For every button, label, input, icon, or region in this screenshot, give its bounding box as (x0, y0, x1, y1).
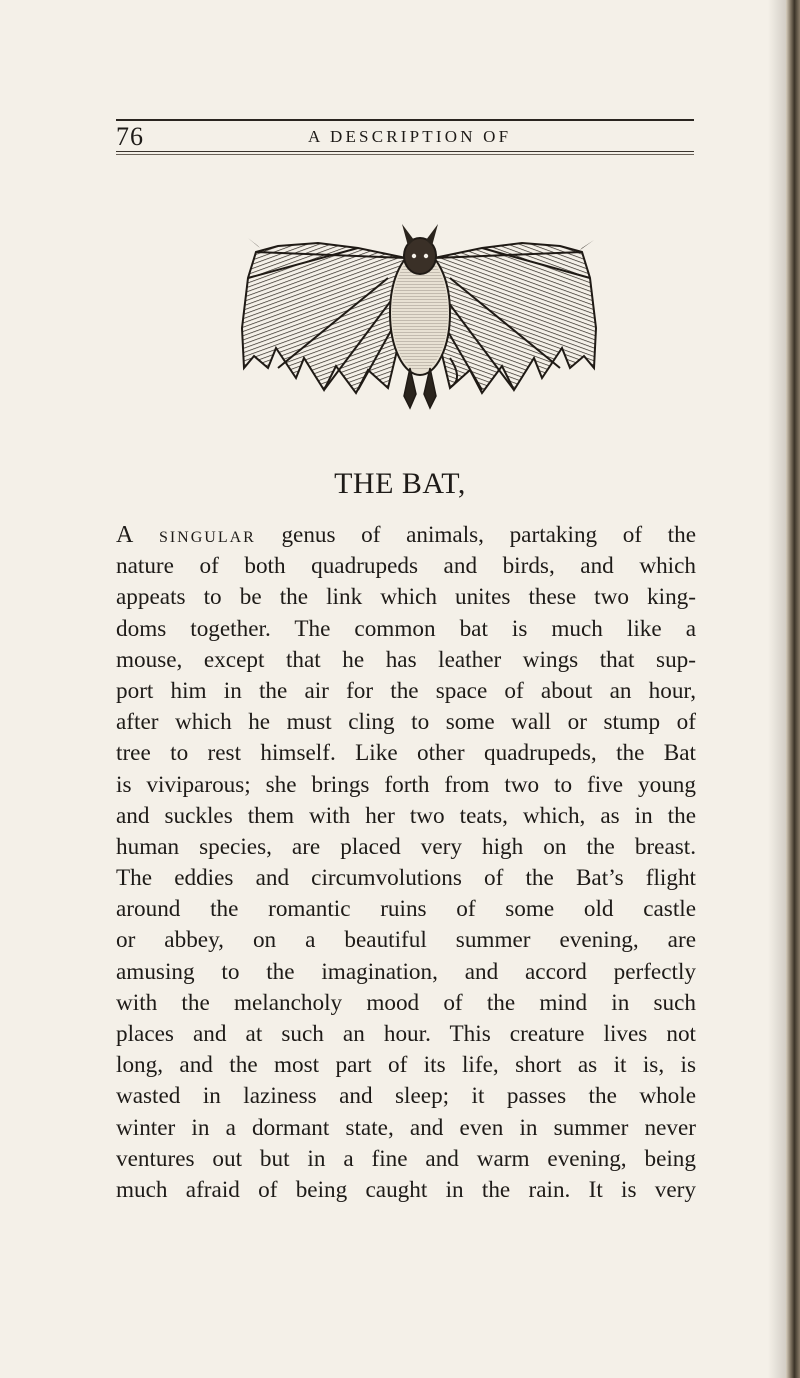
body-line-18: long, and the most part of its life, short as it is, is (116, 1052, 696, 1079)
body-line-14: or abbey, on a beautiful summer evening, are (116, 927, 696, 954)
body-line-15: amusing to the imagination, and accord perfectly (116, 958, 696, 985)
article-body (116, 520, 696, 1206)
body-line-4: doms together. The common bat is much like a (116, 615, 696, 642)
body-line-8: tree to rest himself. Like other quadrupeds, the Bat (116, 740, 696, 767)
body-line-20: winter in a dormant state, and even in summer never (116, 1114, 696, 1141)
header-rule-top (116, 119, 694, 121)
body-line-11: human species, are placed very high on the breast. (116, 833, 696, 860)
body-line-17: places and at such an hour. This creature lives not (116, 1021, 696, 1047)
small-caps-word: singular (158, 522, 256, 548)
article-title: THE BAT, (334, 467, 466, 500)
header-rule-bottom (116, 151, 694, 152)
body-line-5: mouse, except that he has leather wings that sup- (116, 646, 696, 673)
bat-engraving-icon (238, 218, 598, 418)
gutter-shadow (768, 0, 786, 1378)
body-line-3: appeats to be the link which unites these two king- (116, 584, 696, 611)
running-title: A DESCRIPTION OF (308, 127, 512, 146)
body-line-16: with the melancholy mood of the mind in such (116, 989, 696, 1016)
body-line-12: The eddies and circumvolutions of the Bat’s flight (116, 865, 696, 892)
first-letter: A (116, 522, 134, 548)
body-line-7: after which he must cling to some wall or stump of (116, 709, 696, 736)
body-line-10: and suckles them with her two teats, which, as in the (116, 802, 696, 829)
body-line-22: much afraid of being caught in the rain. It is very (116, 1176, 696, 1203)
body-line-13: around the romantic ruins of some old castle (116, 896, 696, 923)
body-line-2: nature of both quadrupeds and birds, and which (116, 553, 696, 580)
header-rule-bottom-thin (116, 154, 694, 155)
body-line-1 (116, 520, 696, 551)
page-number: 76 (116, 122, 144, 151)
body-line-9: is viviparous; she brings forth from two to five young (116, 771, 696, 798)
body-line-1-rest: genus of animals, partaking of the (255, 522, 696, 548)
book-spine (786, 0, 800, 1378)
body-line-21: ventures out but in a fine and warm evening, being (116, 1145, 696, 1172)
body-line-19: wasted in laziness and sleep; it passes the whole (116, 1083, 696, 1110)
body-line-6: port him in the air for the space of about an hour, (116, 677, 696, 704)
